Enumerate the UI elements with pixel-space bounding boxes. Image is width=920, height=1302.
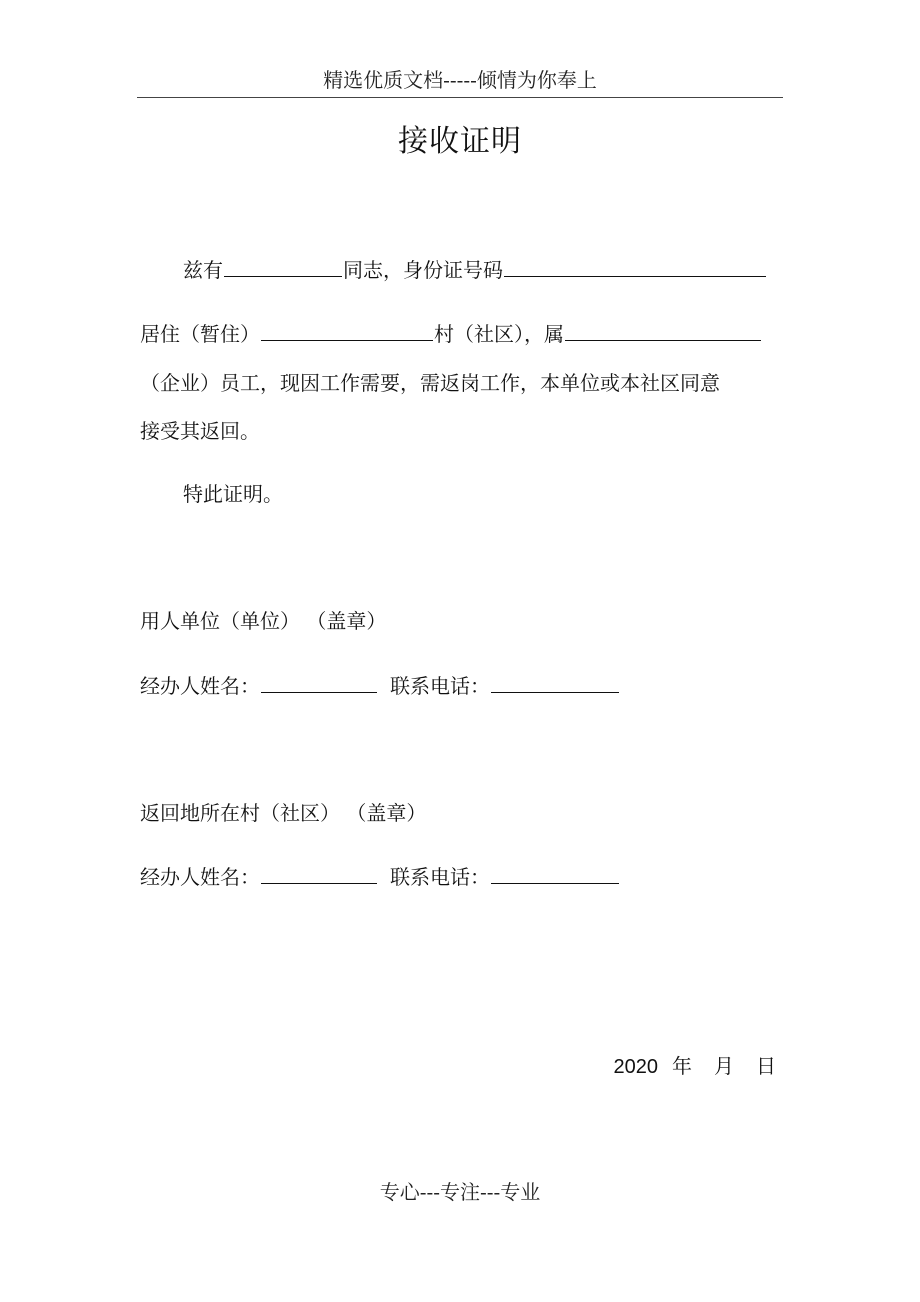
paragraph-line-3: （企业）员工，现因工作需要，需返岗工作，本单位或本社区同意 bbox=[140, 371, 720, 395]
special-certification: 特此证明。 bbox=[183, 482, 283, 506]
community-handler-label: 经办人姓名： bbox=[140, 865, 260, 889]
paragraph-line-4: 接受其返回。 bbox=[140, 419, 260, 443]
paragraph-line-2 bbox=[140, 318, 762, 347]
paragraph-line-1 bbox=[183, 254, 767, 283]
text-residence: 居住（暂住） bbox=[140, 322, 260, 346]
employer-phone-blank[interactable] bbox=[491, 670, 619, 693]
date-line bbox=[614, 1050, 777, 1079]
document-title: 接收证明 bbox=[398, 124, 522, 159]
community-seal-label: 返回地所在村（社区） （盖章） bbox=[140, 801, 427, 825]
text-comrade-id: 同志，身份证号码 bbox=[343, 258, 503, 282]
date-year-unit: 年 bbox=[672, 1054, 692, 1078]
date-month-unit: 月 bbox=[714, 1054, 734, 1078]
page-footer: 专心---专注---专业 bbox=[379, 1180, 541, 1204]
header-divider bbox=[137, 97, 783, 98]
employer-phone-label: 联系电话： bbox=[390, 674, 490, 698]
id-number-blank[interactable] bbox=[504, 254, 766, 277]
company-blank[interactable] bbox=[565, 318, 761, 341]
residence-blank[interactable] bbox=[261, 318, 433, 341]
employer-handler-row bbox=[140, 670, 620, 699]
community-phone-blank[interactable] bbox=[491, 861, 619, 884]
text-zi-you: 兹有 bbox=[183, 258, 223, 282]
community-handler-blank[interactable] bbox=[261, 861, 377, 884]
date-day-unit: 日 bbox=[756, 1054, 776, 1078]
text-village-belongs: 村（社区），属 bbox=[434, 322, 564, 346]
community-handler-row bbox=[140, 861, 620, 890]
employer-handler-label: 经办人姓名： bbox=[140, 674, 260, 698]
employer-seal-label: 用人单位（单位） （盖章） bbox=[140, 609, 387, 633]
community-phone-label: 联系电话： bbox=[390, 865, 490, 889]
employer-handler-blank[interactable] bbox=[261, 670, 377, 693]
name-blank[interactable] bbox=[224, 254, 342, 277]
page-header: 精选优质文档-----倾情为你奉上 bbox=[323, 68, 597, 92]
date-year: 2020 bbox=[613, 1056, 658, 1078]
